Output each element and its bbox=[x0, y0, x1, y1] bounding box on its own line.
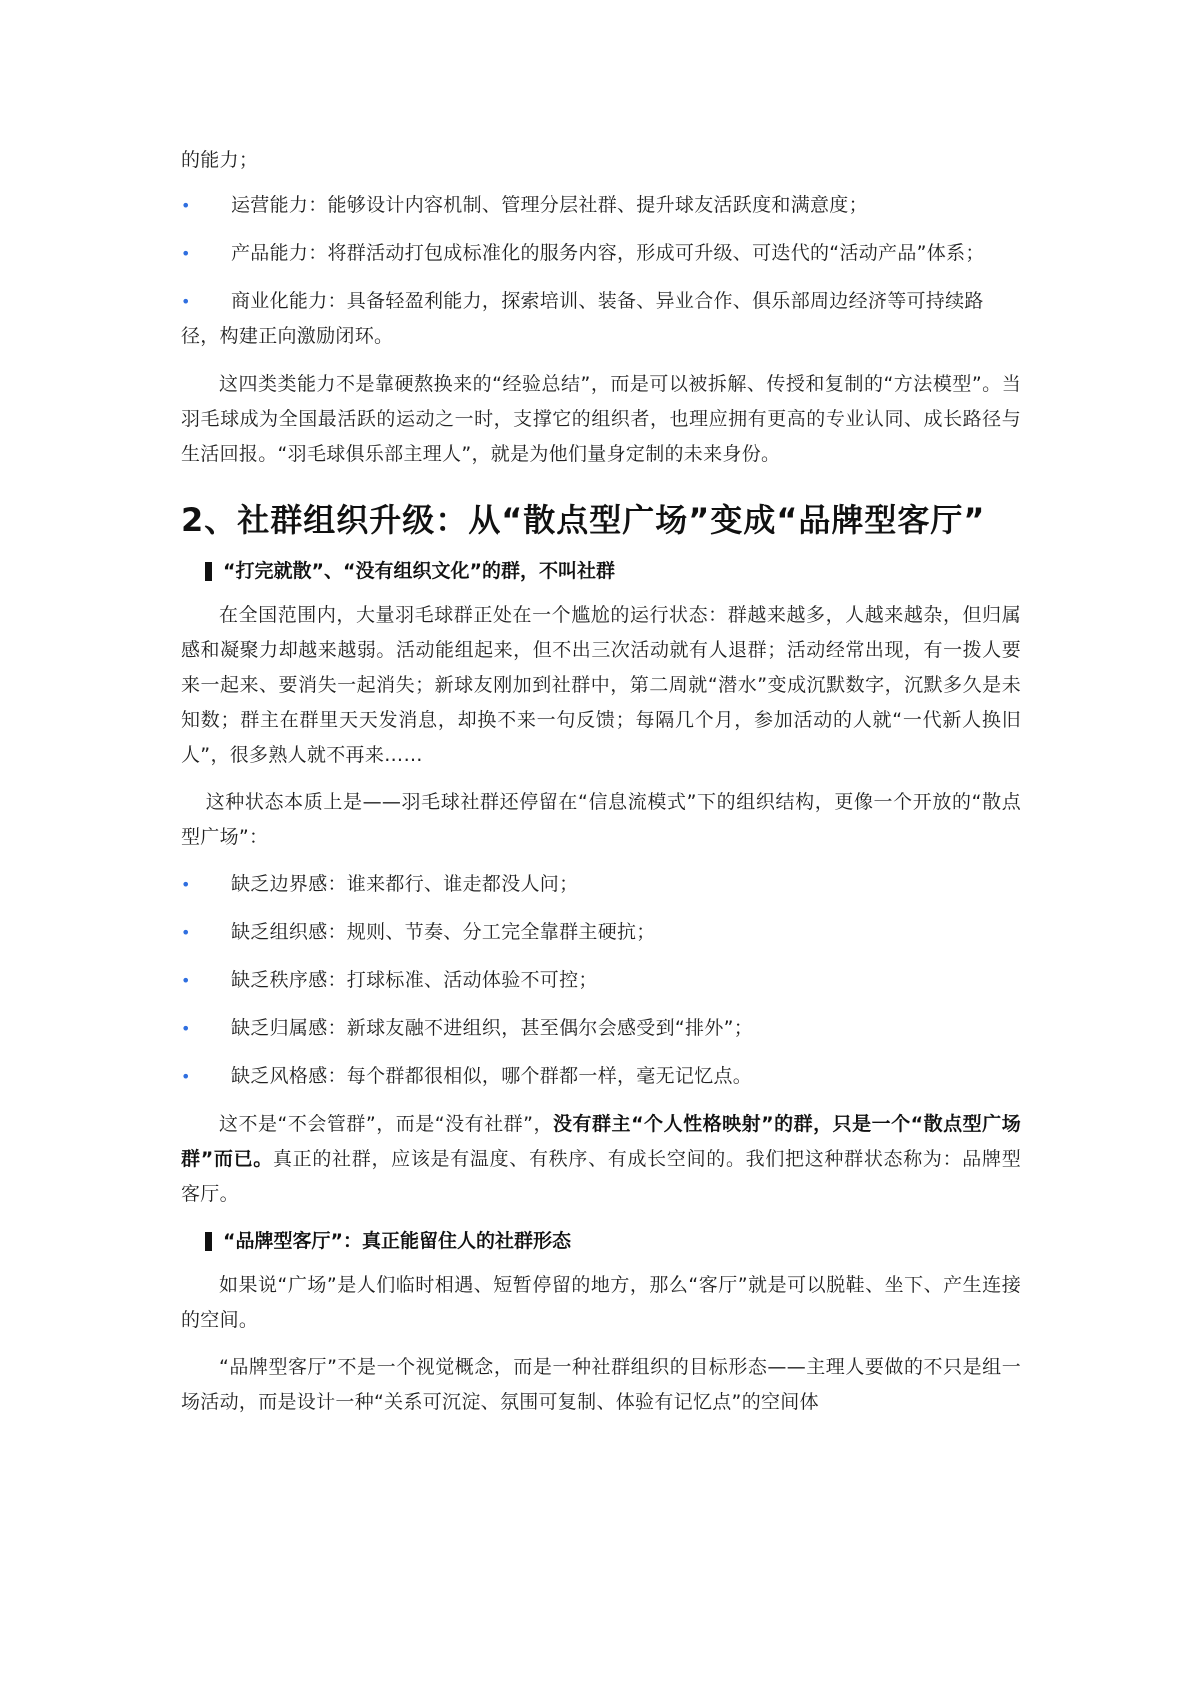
list-item-text: 商业化能力：具备轻盈利能力，探索培训、装备、异业合作、俱乐部周边经济等可持续路径，构建正向激励闭环。 bbox=[181, 290, 984, 347]
paragraph-brand-living-room: “品牌型客厅”不是一个视觉概念，而是一种社群组织的目标形态——主理人要做的不只是组一场活动，而是设计一种“关系可沉淀、氛围可复制、体验有记忆点”的空间体 bbox=[181, 1356, 1021, 1413]
bullet-icon: • bbox=[181, 971, 191, 990]
list-item-text: 产品能力：将群活动打包成标准化的服务内容，形成可升级、可迭代的“活动产品”体系； bbox=[231, 242, 985, 264]
list-item-text: 缺乏风格感：每个群都很相似，哪个群都一样，毫无记忆点。 bbox=[231, 1065, 753, 1087]
paragraph-four-abilities: 这四类类能力不是靠硬熬换来的“经验总结”，而是可以被拆解、传授和复制的“方法模型”。当羽毛球成为全国最活跃的运动之一时，支撑它的组织者，也理应拥有更高的专业认同、成长路径与生活回报。“羽毛球俱乐部主理人”，就是为他们量身定制的未来身份。 bbox=[181, 373, 1021, 465]
paragraph-not-managing bbox=[181, 1107, 1021, 1212]
bullet-icon: • bbox=[181, 196, 191, 215]
bullet-icon: • bbox=[181, 1067, 191, 1086]
list-item-text: 缺乏秩序感：打球标准、活动体验不可控； bbox=[231, 969, 598, 991]
subheading-text: “打完就散”、“没有组织文化”的群，不叫社群 bbox=[223, 560, 615, 582]
subheading-marker-icon bbox=[205, 562, 212, 581]
bullet-icon: • bbox=[181, 875, 191, 894]
list-item-lack bbox=[181, 1011, 1021, 1046]
paragraph-square-vs-living-room: 如果说“广场”是人们临时相遇、短暂停留的地方，那么“客厅”就是可以脱鞋、坐下、产生连接的空间。 bbox=[181, 1274, 1021, 1331]
subheading-marker-icon bbox=[205, 1232, 212, 1251]
subheading-no-culture bbox=[205, 554, 1021, 588]
bullet-icon: • bbox=[181, 292, 191, 311]
list-item-ability bbox=[181, 188, 1021, 223]
bullet-icon: • bbox=[181, 923, 191, 942]
paragraph-text: 真正的社群，应该是有温度、有秩序、有成长空间的。我们把这种群状态称为：品牌型客厅。 bbox=[181, 1148, 1021, 1205]
document-content bbox=[181, 143, 1021, 1432]
paragraph-text: 这不是“不会管群”，而是“没有社群”， bbox=[219, 1113, 554, 1135]
list-item-text: 缺乏归属感：新球友融不进组织，甚至偶尔会感受到“排外”； bbox=[231, 1017, 754, 1039]
subheading-brand-living-room bbox=[205, 1224, 1021, 1258]
paragraph-state: 这种状态本质上是——羽毛球社群还停留在“信息流模式”下的组织结构，更像一个开放的“散点型广场”： bbox=[181, 791, 1021, 848]
list-item-lack bbox=[181, 1059, 1021, 1094]
paragraph-bold-text: 没有群主“个人性格映射”的群，只是一个“散点型广场群”而已。 bbox=[181, 1113, 1021, 1170]
list-item-lack bbox=[181, 963, 1021, 998]
list-item-ability bbox=[181, 236, 1021, 271]
list-item-text: 缺乏组织感：规则、节奏、分工完全靠群主硬抗； bbox=[231, 921, 656, 943]
bullet-icon: • bbox=[181, 244, 191, 263]
bullet-icon: • bbox=[181, 1019, 191, 1038]
list-item-ability bbox=[181, 284, 1021, 354]
list-item-lack bbox=[181, 867, 1021, 902]
list-item-text: 运营能力：能够设计内容机制、管理分层社群、提升球友活跃度和满意度； bbox=[231, 194, 868, 216]
section-heading: 2、社群组织升级：从“散点型广场”变成“品牌型客厅” bbox=[181, 501, 986, 539]
list-item-lack bbox=[181, 915, 1021, 950]
list-item-text: 缺乏边界感：谁来都行、谁走都没人问； bbox=[231, 873, 579, 895]
paragraph-continued: 的能力； bbox=[181, 149, 259, 171]
subheading-text: “品牌型客厅”：真正能留住人的社群形态 bbox=[223, 1230, 571, 1252]
paragraph-nationwide: 在全国范围内，大量羽毛球群正处在一个尴尬的运行状态：群越来越多，人越来越杂，但归属感和凝聚力却越来越弱。活动能组起来，但不出三次活动就有人退群；活动经常出现，有一拨人要来一起来、要消失一起消失；新球友刚加到社群中，第二周就“潜水”变成沉默数字，沉默多久是未知数；群主在群里天天发消息，却换不来一句反馈；每隔几个月，参加活动的人就“一代新人换旧人”，很多熟人就不再来…… bbox=[181, 604, 1021, 766]
